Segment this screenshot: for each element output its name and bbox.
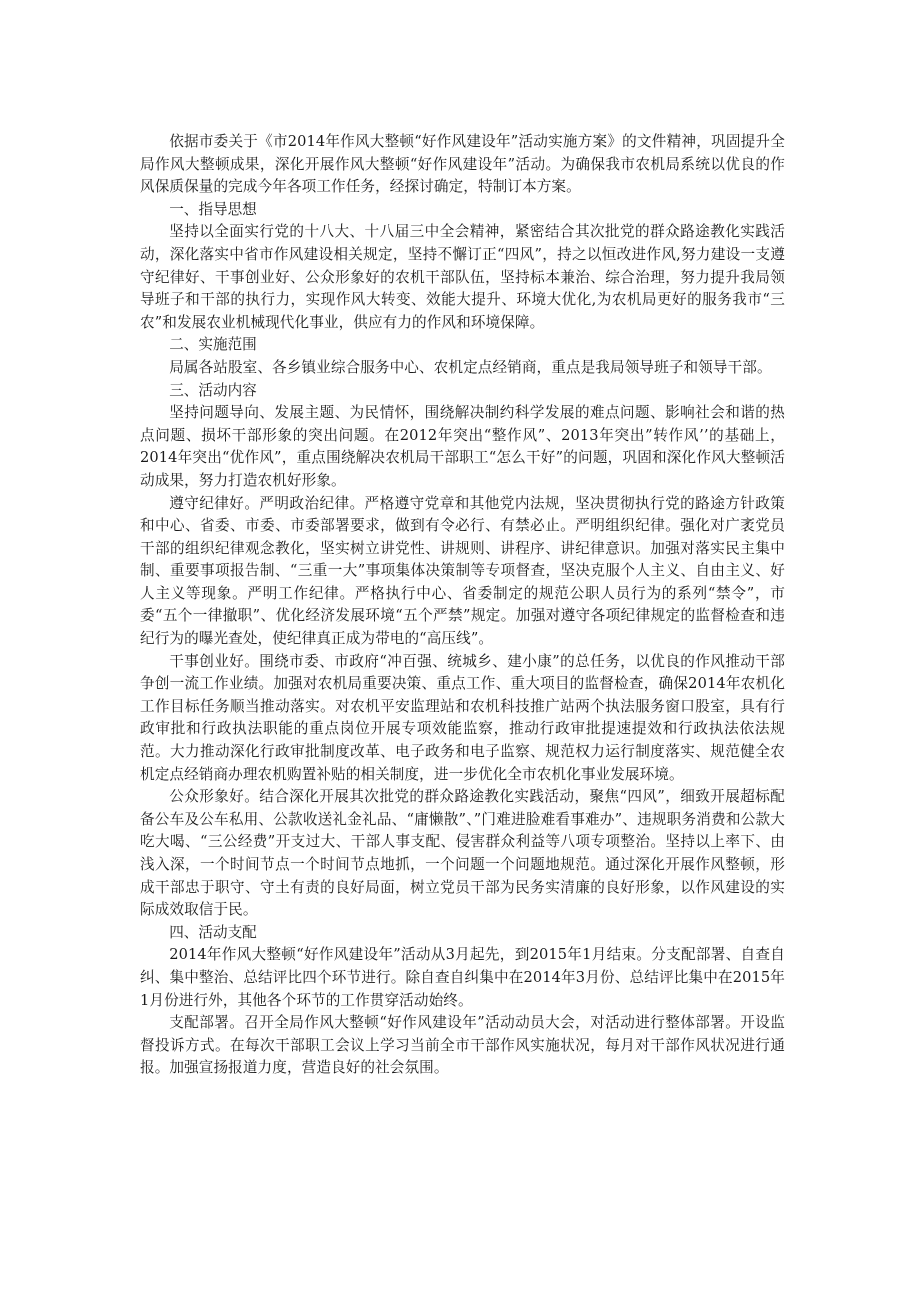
- public-image-paragraph: 公众形象好。结合深化开展其次批党的群众路途教化实践活动，聚焦“四风”，细致开展超标配备公车及公车私用、公款收送礼金礼品、“庸懒散”、”门难进脸难看事难办”、违规职务消费和公款大吃大喝、“三公经费”开支过大、干部人事支配、侵害群众利益等八项专项整治。坚持以上率下、由浅入深，一个时间节点一个时间节点地抓，一个问题一个问题地规范。通过深化开展作风整顿，形成干部忠于职守、守土有责的良好局面，树立党员干部为民务实清廉的良好形象，以作风建设的实际成效取信于民。: [140, 788, 785, 919]
- scope-paragraph: 局属各站股室、各乡镇业综合服务中心、农机定点经销商，重点是我局领导班子和领导干部。: [169, 358, 772, 376]
- deployment-paragraph: 支配部署。召开全局作风大整顿“好作风建设年”活动动员大会，对活动进行整体部署。开设监督投诉方式。在每次干部职工会议上学习当前全市干部作风实施状况，每月对干部作风状况进行通报。加强宣扬报道力度，营造良好的社会氛围。: [140, 1014, 785, 1077]
- enterprise-paragraph: 干事创业好。围绕市委、市政府“冲百强、统城乡、建小康”的总任务，以优良的作风推动干部争创一流工作业绩。加强对农机局重要决策、重点工作、重大项目的监督检查，确保2014年农机化工作目标任务顺当推动落实。对农机平安监理站和农机科技推广站两个执法服务窗口股室，具有行政审批和行政执法职能的重点岗位开展专项效能监察，推动行政审批提速提效和行政执法依法规范。大力推动深化行政审批制度改革、电子政务和电子监察、规范权力运行制度落实、规范健全农机定点经销商办理农机购置补贴的相关制度，进一步优化全市农机化事业发展环境。: [140, 652, 785, 783]
- document-body: [140, 131, 785, 1080]
- activity-content-paragraph: 坚持问题导向、发展主题、为民情怀，围绕解决制约科学发展的难点问题、影响社会和谐的热点问题、损坏干部形象的突出问题。在2012年突出“整作风”、2013年突出”转作风’’的基础上，2014年突出“优作风”，重点围绕解决农机局干部职工“怎么干好”的问题，巩固和深化作风大整顿活动成果，努力打造农机好形象。: [140, 404, 785, 489]
- discipline-paragraph: 遵守纪律好。严明政治纪律。严格遵守党章和其他党内法规，坚决贯彻执行党的路途方针政策和中心、省委、市委、市委部署要求，做到有令必行、有禁必止。严明组织纪律。强化对广袤党员干部的组织纪律观念教化，坚实树立讲党性、讲规则、讲程序、讲纪律意识。加强对落实民主集中制、重要事项报告制、“三重一大”事项集体决策制等专项督查，坚决克服个人主义、自由主义、好人主义等现象。严明工作纪律。严格执行中心、省委制定的规范公职人员行为的系列“禁令”，市委“五个一律撤职”、优化经济发展环境“五个严禁”规定。加强对遵守各项纪律规定的监督检查和违纪行为的曝光查处，使纪律真正成为带电的“高压线”。: [140, 494, 785, 648]
- guiding-ideology-paragraph: 坚持以全面实行党的十八大、十八届三中全会精神，紧密结合其次批党的群众路途教化实践活动，深化落实中省市作风建设相关规定，坚持不懈订正“四风”，持之以恒改进作风,努力建设一支遵守纪律好、干事创业好、公众形象好的农机干部队伍，坚持标本兼治、综合治理，努力提升我局领导班子和干部的执行力，实现作风大转变、效能大提升、环境大优化,为农机局更好的服务我市“三农”和发展农业机械现代化事业，供应有力的作风和环境保障。: [140, 223, 785, 331]
- arrangement-paragraph: 2014年作风大整顿“好作风建设年”活动从3月起先，到2015年1月结束。分支配部署、自查自纠、集中整治、总结评比四个环节进行。除自查自纠集中在2014年3月份、总结评比集中在2015年1月份进行外，其他各个环节的工作贯穿活动始终。: [140, 946, 785, 1009]
- section-heading-arrangement: 四、活动支配: [169, 923, 257, 941]
- section-heading-activity-content: 三、活动内容: [169, 381, 257, 399]
- section-heading-guiding-ideology: 一、指导思想: [169, 200, 257, 218]
- section-heading-scope: 二、实施范围: [169, 336, 257, 354]
- intro-paragraph: 依据市委关于《市2014年作风大整顿“好作风建设年”活动实施方案》的文件精神，巩固提升全局作风大整顿成果，深化开展作风大整顿“好作风建设年”活动。为确保我市农机局系统以优良的作风保质保量的完成今年各项工作任务，经探讨确定，特制订本方案。: [140, 133, 785, 196]
